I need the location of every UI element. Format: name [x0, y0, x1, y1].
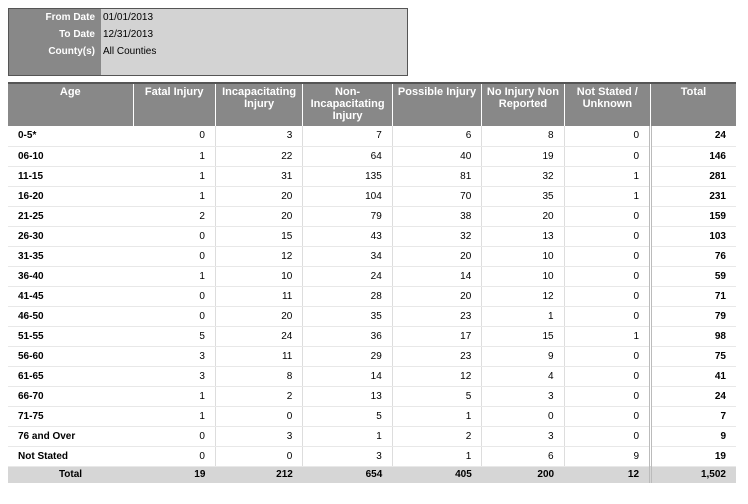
- cell-possible-injury: 5: [392, 386, 481, 406]
- cell-possible-injury: 1: [392, 446, 481, 466]
- cell-not-stated: 0: [564, 346, 650, 366]
- cell-age: 41-45: [8, 286, 133, 306]
- cell-possible-injury: 40: [392, 146, 481, 166]
- cell-age: 51-55: [8, 326, 133, 346]
- cell-age: 21-25: [8, 206, 133, 226]
- report-filter-summary: [8, 8, 408, 76]
- cell-non-incapacitating-injury: 34: [303, 246, 392, 266]
- table-row: [8, 146, 736, 166]
- cell-non-incapacitating-injury: 104: [303, 186, 392, 206]
- cell-non-incapacitating-injury: 5: [303, 406, 392, 426]
- cell-total: 19: [651, 446, 736, 466]
- table-row: [8, 386, 736, 406]
- cell-incapacitating-injury: 20: [215, 186, 302, 206]
- cell-possible-injury: 20: [392, 286, 481, 306]
- cell-fatal-injury: 3: [133, 366, 215, 386]
- cell-total: 231: [651, 186, 736, 206]
- cell-incapacitating-injury: 0: [215, 406, 302, 426]
- cell-non-incapacitating-injury: 64: [303, 146, 392, 166]
- cell-non-incapacitating-injury: 135: [303, 166, 392, 186]
- table-total-row: [8, 466, 736, 483]
- cell-total: 24: [651, 386, 736, 406]
- total-cell-not-stated: 12: [564, 466, 650, 483]
- cell-not-stated: 1: [564, 186, 650, 206]
- cell-fatal-injury: 2: [133, 206, 215, 226]
- cell-incapacitating-injury: 12: [215, 246, 302, 266]
- cell-total: 75: [651, 346, 736, 366]
- col-header-not-stated[interactable]: Not Stated / Unknown: [564, 84, 650, 126]
- cell-total: 103: [651, 226, 736, 246]
- table-row: [8, 426, 736, 446]
- cell-non-incapacitating-injury: 28: [303, 286, 392, 306]
- cell-age: 46-50: [8, 306, 133, 326]
- cell-age: 26-30: [8, 226, 133, 246]
- table-body: [8, 126, 736, 483]
- cell-no-injury: 4: [482, 366, 564, 386]
- cell-incapacitating-injury: 20: [215, 306, 302, 326]
- cell-fatal-injury: 3: [133, 346, 215, 366]
- cell-not-stated: 1: [564, 166, 650, 186]
- total-cell-no-injury: 200: [482, 466, 564, 483]
- cell-total: 7: [651, 406, 736, 426]
- col-header-possible-injury[interactable]: Possible Injury: [392, 84, 481, 126]
- table-row: [8, 406, 736, 426]
- cell-no-injury: 10: [482, 266, 564, 286]
- cell-fatal-injury: 0: [133, 446, 215, 466]
- cell-total: 76: [651, 246, 736, 266]
- cell-no-injury: 12: [482, 286, 564, 306]
- to-date-row: [9, 26, 407, 43]
- cell-not-stated: 1: [564, 326, 650, 346]
- cell-not-stated: 9: [564, 446, 650, 466]
- cell-no-injury: 3: [482, 386, 564, 406]
- table-row: [8, 206, 736, 226]
- cell-possible-injury: 12: [392, 366, 481, 386]
- cell-incapacitating-injury: 8: [215, 366, 302, 386]
- from-date-row: [9, 9, 407, 26]
- total-cell-fatal-injury: 19: [133, 466, 215, 483]
- cell-age: 0-5*: [8, 126, 133, 146]
- cell-no-injury: 32: [482, 166, 564, 186]
- cell-non-incapacitating-injury: 13: [303, 386, 392, 406]
- table-row: [8, 366, 736, 386]
- cell-no-injury: 35: [482, 186, 564, 206]
- cell-total: 41: [651, 366, 736, 386]
- total-cell-possible-injury: 405: [392, 466, 481, 483]
- cell-not-stated: 0: [564, 126, 650, 146]
- cell-possible-injury: 70: [392, 186, 481, 206]
- cell-total: 24: [651, 126, 736, 146]
- cell-non-incapacitating-injury: 7: [303, 126, 392, 146]
- cell-fatal-injury: 1: [133, 186, 215, 206]
- county-label: County(s): [9, 43, 101, 60]
- cell-age: 16-20: [8, 186, 133, 206]
- from-date-value: 01/01/2013: [103, 12, 154, 23]
- cell-possible-injury: 14: [392, 266, 481, 286]
- cell-fatal-injury: 0: [133, 246, 215, 266]
- cell-no-injury: 10: [482, 246, 564, 266]
- total-cell-incapacitating-injury: 212: [215, 466, 302, 483]
- cell-no-injury: 1: [482, 306, 564, 326]
- cell-no-injury: 9: [482, 346, 564, 366]
- cell-fatal-injury: 1: [133, 166, 215, 186]
- cell-possible-injury: 23: [392, 306, 481, 326]
- table-row: [8, 126, 736, 146]
- cell-no-injury: 6: [482, 446, 564, 466]
- cell-age: 66-70: [8, 386, 133, 406]
- table-row: [8, 166, 736, 186]
- cell-non-incapacitating-injury: 24: [303, 266, 392, 286]
- cell-possible-injury: 2: [392, 426, 481, 446]
- cell-incapacitating-injury: 10: [215, 266, 302, 286]
- cell-non-incapacitating-injury: 43: [303, 226, 392, 246]
- cell-incapacitating-injury: 3: [215, 426, 302, 446]
- cell-incapacitating-injury: 11: [215, 346, 302, 366]
- to-date-label: To Date: [9, 26, 101, 43]
- cell-age: 71-75: [8, 406, 133, 426]
- cell-total: 71: [651, 286, 736, 306]
- col-header-age[interactable]: Age: [8, 84, 133, 126]
- cell-fatal-injury: 0: [133, 306, 215, 326]
- table-row: [8, 446, 736, 466]
- cell-age: 61-65: [8, 366, 133, 386]
- total-cell-non-incapacitating-injury: 654: [303, 466, 392, 483]
- county-value: All Counties: [103, 46, 157, 57]
- table-row: [8, 326, 736, 346]
- table-row: [8, 286, 736, 306]
- col-header-non-incapacitating-injury[interactable]: Non-Incapacitating Injury: [303, 84, 392, 126]
- cell-non-incapacitating-injury: 3: [303, 446, 392, 466]
- cell-incapacitating-injury: 15: [215, 226, 302, 246]
- col-header-incapacitating-injury[interactable]: Incapacitating Injury: [215, 84, 302, 126]
- cell-not-stated: 0: [564, 426, 650, 446]
- total-cell-age: Total: [8, 466, 133, 483]
- cell-fatal-injury: 1: [133, 406, 215, 426]
- cell-total: 281: [651, 166, 736, 186]
- cell-possible-injury: 32: [392, 226, 481, 246]
- cell-non-incapacitating-injury: 1: [303, 426, 392, 446]
- county-row: [9, 43, 407, 60]
- cell-age: 11-15: [8, 166, 133, 186]
- cell-age: 76 and Over: [8, 426, 133, 446]
- cell-not-stated: 0: [564, 246, 650, 266]
- cell-fatal-injury: 1: [133, 146, 215, 166]
- cell-total: 9: [651, 426, 736, 446]
- cell-total: 146: [651, 146, 736, 166]
- cell-not-stated: 0: [564, 406, 650, 426]
- cell-incapacitating-injury: 22: [215, 146, 302, 166]
- cell-no-injury: 19: [482, 146, 564, 166]
- table-row: [8, 346, 736, 366]
- cell-fatal-injury: 1: [133, 386, 215, 406]
- cell-fatal-injury: 1: [133, 266, 215, 286]
- cell-total: 98: [651, 326, 736, 346]
- cell-total: 59: [651, 266, 736, 286]
- cell-incapacitating-injury: 31: [215, 166, 302, 186]
- cell-fatal-injury: 0: [133, 286, 215, 306]
- cell-incapacitating-injury: 2: [215, 386, 302, 406]
- cell-fatal-injury: 0: [133, 126, 215, 146]
- col-header-no-injury[interactable]: No Injury Non Reported: [482, 84, 564, 126]
- cell-non-incapacitating-injury: 79: [303, 206, 392, 226]
- to-date-value: 12/31/2013: [103, 29, 154, 40]
- table-row: [8, 306, 736, 326]
- cell-no-injury: 20: [482, 206, 564, 226]
- cell-not-stated: 0: [564, 146, 650, 166]
- cell-incapacitating-injury: 0: [215, 446, 302, 466]
- cell-no-injury: 0: [482, 406, 564, 426]
- total-cell-total: 1,502: [651, 466, 736, 483]
- cell-incapacitating-injury: 11: [215, 286, 302, 306]
- cell-possible-injury: 6: [392, 126, 481, 146]
- cell-possible-injury: 81: [392, 166, 481, 186]
- cell-age: 31-35: [8, 246, 133, 266]
- cell-not-stated: 0: [564, 226, 650, 246]
- cell-total: 79: [651, 306, 736, 326]
- cell-non-incapacitating-injury: 36: [303, 326, 392, 346]
- cell-not-stated: 0: [564, 386, 650, 406]
- cell-fatal-injury: 0: [133, 226, 215, 246]
- col-header-fatal-injury[interactable]: Fatal Injury: [133, 84, 215, 126]
- cell-age: 56-60: [8, 346, 133, 366]
- cell-non-incapacitating-injury: 29: [303, 346, 392, 366]
- cell-fatal-injury: 0: [133, 426, 215, 446]
- cell-non-incapacitating-injury: 35: [303, 306, 392, 326]
- cell-no-injury: 8: [482, 126, 564, 146]
- cell-age: 36-40: [8, 266, 133, 286]
- cell-not-stated: 0: [564, 366, 650, 386]
- table-row: [8, 246, 736, 266]
- table-header-row: [8, 84, 736, 126]
- table-row: [8, 226, 736, 246]
- from-date-label: From Date: [9, 9, 101, 26]
- cell-not-stated: 0: [564, 286, 650, 306]
- cell-possible-injury: 38: [392, 206, 481, 226]
- cell-age: 06-10: [8, 146, 133, 166]
- filter-label-column-filler: [9, 60, 101, 75]
- cell-incapacitating-injury: 3: [215, 126, 302, 146]
- injury-by-age-table: [8, 84, 736, 483]
- cell-no-injury: 15: [482, 326, 564, 346]
- cell-incapacitating-injury: 24: [215, 326, 302, 346]
- cell-no-injury: 13: [482, 226, 564, 246]
- cell-fatal-injury: 5: [133, 326, 215, 346]
- cell-possible-injury: 17: [392, 326, 481, 346]
- cell-not-stated: 0: [564, 306, 650, 326]
- cell-possible-injury: 20: [392, 246, 481, 266]
- cell-non-incapacitating-injury: 14: [303, 366, 392, 386]
- table-row: [8, 266, 736, 286]
- cell-not-stated: 0: [564, 266, 650, 286]
- cell-total: 159: [651, 206, 736, 226]
- col-header-total[interactable]: Total: [651, 84, 736, 126]
- cell-possible-injury: 1: [392, 406, 481, 426]
- cell-not-stated: 0: [564, 206, 650, 226]
- cell-incapacitating-injury: 20: [215, 206, 302, 226]
- cell-no-injury: 3: [482, 426, 564, 446]
- table-row: [8, 186, 736, 206]
- cell-age: Not Stated: [8, 446, 133, 466]
- cell-possible-injury: 23: [392, 346, 481, 366]
